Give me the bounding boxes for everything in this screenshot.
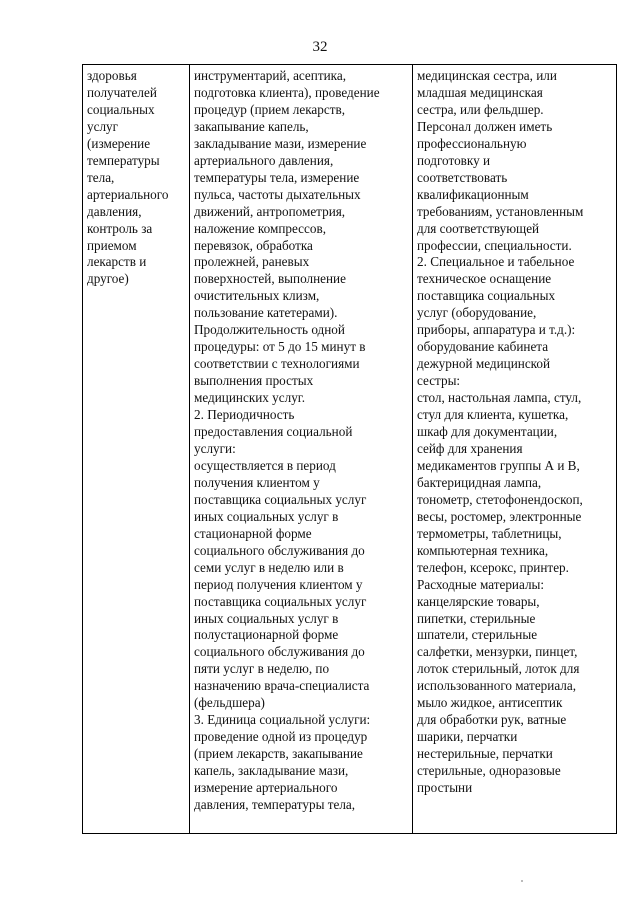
text-line: иных социальных услуг в (194, 508, 339, 524)
text-line: пипетки, стерильные (417, 610, 536, 626)
table-row (83, 65, 617, 834)
text-line: оборудование кабинета (417, 339, 549, 355)
text-line: медицинских услуг. (194, 390, 306, 406)
text-line: закладывание мази, измерение (194, 135, 367, 151)
text-line: медикаментов группы А и В, (417, 457, 580, 473)
text-line: температуры (87, 152, 160, 168)
text-line: наложение компрессов, (194, 220, 327, 236)
text-line: процедур (прием лекарств, (194, 101, 345, 117)
page-number: 32 (312, 39, 328, 55)
text-line: сестра, или фельдшер. (417, 101, 544, 117)
text-line: поставщика социальных услуг (194, 491, 367, 507)
text-line: движений, антропометрия, (194, 203, 346, 219)
text-line: профессии, специальности. (417, 237, 572, 253)
text-line: тонометр, стетофонендоскоп, (417, 491, 583, 507)
text-line: подготовку и (417, 152, 491, 168)
text-line: давления, температуры тела, (194, 796, 356, 812)
text-line: стерильные, одноразовые (417, 763, 561, 779)
text-line: дежурной медицинской (417, 356, 551, 372)
text-line: процедуры: от 5 до 15 минут в (194, 339, 366, 355)
text-line: использованного материала, (417, 678, 577, 694)
text-line: шкаф для документации, (417, 424, 558, 440)
service-standard-table (82, 64, 617, 834)
text-line: закапывание капель, (194, 118, 309, 134)
text-line: (измерение (87, 135, 151, 151)
text-line: полустационарной форме (194, 627, 339, 643)
text-line: температуры тела, измерение (194, 169, 360, 185)
text-line: стационарной форме (194, 525, 312, 541)
text-line: (фельдшера) (194, 695, 265, 711)
text-line: поставщика социальных услуг (194, 593, 367, 609)
text-line: телефон, ксерокс, принтер. (417, 559, 569, 575)
text-line: получателей (87, 84, 157, 100)
text-line: очистительных клизм, (194, 288, 320, 304)
text-line: здоровья (87, 68, 137, 83)
text-line: приборы, аппаратура и т.д.): (417, 322, 576, 338)
text-line: артериального (87, 186, 169, 202)
text-line: стол, настольная лампа, стул, (417, 390, 582, 406)
text-line: пролежней, раневых (194, 254, 310, 270)
text-line: термометры, таблетницы, (417, 525, 562, 541)
text-line: (прием лекарств, закапывание (194, 746, 363, 762)
text-line: семи услуг в неделю или в (194, 559, 344, 575)
text-line: простыни (417, 780, 473, 796)
text-line: измерение артериального (194, 780, 338, 796)
text-line: 2. Периодичность (194, 407, 295, 423)
text-line: социального обслуживания до (194, 542, 365, 558)
text-line: выполнения простых (194, 373, 314, 389)
text-line: компьютерная техника, (417, 542, 549, 558)
text-line: Продолжительность одной (194, 322, 345, 338)
text-line: для соответствующей (417, 220, 540, 236)
text-line: осуществляется в период (194, 457, 336, 473)
text-line: услуги: (194, 440, 236, 456)
text-line: предоставления социальной (194, 424, 353, 440)
text-line: иных социальных услуг в (194, 610, 339, 626)
text-line: контроль за (87, 220, 153, 236)
text-line: лоток стерильный, лоток для (417, 661, 580, 677)
text-line: соответствии с технологиями (194, 356, 360, 372)
text-line: социальных (87, 101, 155, 117)
text-line: давления, (87, 203, 142, 219)
service-name-cell (83, 65, 190, 834)
text-line: услуг (87, 118, 119, 134)
service-conditions-cell (413, 65, 617, 834)
text-line: услуг (оборудование, (417, 305, 537, 321)
text-line: капель, закладывание мази, (194, 763, 349, 779)
text-line: шарики, перчатки (417, 729, 518, 745)
text-line: перевязок, обработка (194, 237, 313, 253)
scan-dot (521, 880, 523, 882)
text-line: получения клиентом у (194, 474, 320, 490)
text-line: проведение одной из процедур (194, 729, 368, 745)
text-line: артериального давления, (194, 152, 334, 168)
text-line: младшая медицинская (417, 84, 543, 100)
text-line: квалификационным (417, 186, 529, 202)
text-line: требованиям, установленным (417, 203, 584, 219)
text-line: Расходные материалы: (417, 576, 545, 592)
text-line: поставщика социальных (417, 288, 556, 304)
text-line: весы, ростомер, электронные (417, 508, 582, 524)
text-line: бактерицидная лампа, (417, 474, 542, 490)
text-line: социального обслуживания до (194, 644, 365, 660)
text-line: пяти услуг в неделю, по (194, 661, 330, 677)
text-line: медицинская сестра, или (417, 68, 557, 83)
service-description-cell (190, 65, 413, 834)
text-line: стул для клиента, кушетка, (417, 407, 569, 423)
text-line: подготовка клиента), проведение (194, 84, 380, 100)
text-line: пульса, частоты дыхательных (194, 186, 361, 202)
text-line: соответствовать (417, 169, 508, 185)
text-line: пользование катетерами). (194, 305, 338, 321)
text-line: профессиональную (417, 135, 527, 151)
text-line: период получения клиентом у (194, 576, 363, 592)
text-line: сейф для хранения (417, 440, 523, 456)
text-line: поверхностей, выполнение (194, 271, 346, 287)
text-line: мыло жидкое, антисептик (417, 695, 563, 711)
text-line: лекарств и (87, 254, 147, 270)
text-line: 3. Единица социальной услуги: (194, 712, 371, 728)
text-line: канцелярские товары, (417, 593, 540, 609)
text-line: тела, (87, 169, 115, 185)
text-line: 2. Специальное и табельное (417, 254, 575, 270)
text-line: приемом (87, 237, 137, 253)
text-line: нестерильные, перчатки (417, 746, 553, 762)
text-line: сестры: (417, 373, 461, 389)
text-line: Персонал должен иметь (417, 118, 553, 134)
text-line: техническое оснащение (417, 271, 552, 287)
text-line: инструментарий, асептика, (194, 68, 347, 83)
text-line: для обработки рук, ватные (417, 712, 567, 728)
text-line: другое) (87, 271, 129, 287)
text-line: салфетки, мензурки, пинцет, (417, 644, 578, 660)
text-line: шпатели, стерильные (417, 627, 538, 643)
text-line: назначению врача-специалиста (194, 678, 370, 694)
